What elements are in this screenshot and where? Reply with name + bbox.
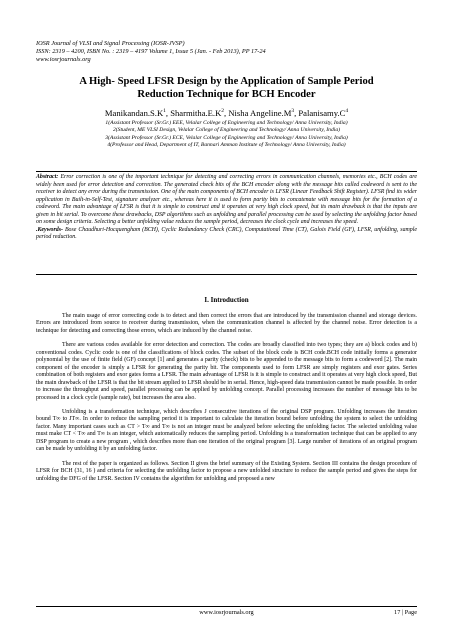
body-text xyxy=(36,313,417,490)
paragraph: Unfolding is a transformation technique, which describes J consecutive iterations of the original DSP program. Unfolding increases the iteration bound T∞ to JT∞. In order to reduce the sampling period it is important to calculate the iteration bound before unfolding the system to select the unfolding factor. Many important cases such as CT > T∞ and T∞ is not an integer must be analyzed before selecting the unfolding factor. The selected unfolding value must make CT < T∞ and T∞ is an integer, which automatically reduces the sampling period. Unfolding is a transformation technique that can be applied to any DSP program to create a new program , which describes more than one iteration of the original program [3]. Large number of iterations of an original program can be made by unfolding it by an unfolding factor. xyxy=(36,408,417,453)
author-separator: , xyxy=(165,107,171,118)
author-name: Palanisamy.C xyxy=(298,107,346,118)
keywords xyxy=(36,227,417,242)
footer-url: www.iosrjournals.org xyxy=(199,609,254,616)
journal-issn: ISSN: 2319 – 4200, ISBN No. : 2319 – 4197 Volume 1, Issue 5 (Jan. - Feb 2013), PP 17-24 xyxy=(36,48,266,55)
journal-header xyxy=(36,40,416,64)
author-name: Manikandan.S.K xyxy=(104,107,164,118)
author-affil-mark: 4 xyxy=(345,108,349,114)
journal-name: IOSR Journal of VLSI and Signal Processing (IOSR-JVSP) xyxy=(36,40,185,47)
author-list xyxy=(36,106,417,119)
author-affil-mark: 3 xyxy=(291,108,295,114)
affiliation: 1(Assistant Professor (Sr.Gr.) EEE, Velalar College of Engineering and Technology/ Anna University, India) xyxy=(105,120,348,126)
affiliation: 3(Assistant Professor (Sr.Gr.) ECE, Velalar College of Engineering and Technology/ Anna University, India) xyxy=(105,134,348,141)
affiliation: 4(Professor and Head, Department of IT, Bannari Amman Institute of Technology/ Anna University, India) xyxy=(107,141,346,148)
journal-url: www.iosrjournals.org xyxy=(36,56,91,63)
title-line-2: Reduction Technique for BCH Encoder xyxy=(137,89,316,100)
abstract-text: Error correction is one of the important technique for detecting and correcting errors in communication channels, memories etc., BCH codes are widely been used for error detection and correction. The generated check bits of the BCH encoder along with the message bits called codeword is sent to the receiver to detect any error during the transmission. One of the main components of BCH encoder is LFSR (Linear Feedback Shift Register). LFSR find its wider application in Built-in-Self-Test, signature analyzer etc., whereas here it is used to form parity bits to concatenate with message bits for the formation of a codeword. The main advantage of LFSR is that it is simple to construct and it operates at very high clock speed, but its main drawback is that the inputs are given in bit serial. To overcome these drawbacks, DSP algorithms such as unfolding and parallel processing can be used by selecting the unfolding factor based on some design criteria. Selecting a better unfolding value reduces the sample period, decreases the clock cycle and increases the speed. xyxy=(36,174,417,226)
page-footer xyxy=(36,606,417,619)
affiliation-list xyxy=(36,120,417,149)
page-number: 17 | Page xyxy=(394,609,417,616)
keywords-text: Bose Chaudhuri-Hocquengham (BCH), Cyclic Redundancy Check (CRC), Computational Time (CT), Galois Field (GF), LFSR, unfolding, sample period reduction. xyxy=(36,226,417,241)
abstract xyxy=(36,174,417,227)
affiliation: 2(Student, ME VLSI Design, Velalar College of Engineering and Technology/ Anna University, India) xyxy=(113,127,340,134)
paragraph: The rest of the paper is organized as follows. Section II gives the brief summary of the Existing System. Section III contains the design procedure of LFSR for BCH (31, 16 ) and criteria for selecting the unfolding factor to propose a new unfolded structure to reduce the sample period and gives the steps for unfolding the DFG of the LFSR. Section IV contains the algorithm for unfolding and proposed a new xyxy=(36,460,417,482)
paragraph: There are various codes available for error detection and correction. The codes are broadly classified into two types; they are a) block codes and b) conventional codes. Cyclic code is one of the classifications of block codes. The subset of the block code is BCH code.BCH code initially forms a generator polynomial by the use of finite field (GF) concept [1] and generates a parity (check) bits to be appended to the message bits to form a codeword [2]. The main component of the encoder is simply a LFSR for generating the parity bit. The components used to form LFSR are simply registers and exor gates. Series combination of both registers and exor gates forms a LFSR. The main advantage of LFSR is it is simple to construct and it operates at very high clock speed, But the main drawback of the LFSR is that the bit stream applied to LFSR should be in serial. Hence, high-speed data transmission cannot be made possible. In order to increase the throughput and speed, parallel processing can be applied by unfolding concept. Parallel processing increases the number of message bits to be processed in a clock cycle (sample rate), but increases the area also. xyxy=(36,342,417,401)
author-affil-mark: 2 xyxy=(221,108,225,114)
keywords-label: .Keywords- xyxy=(36,226,63,233)
author-separator: , xyxy=(224,107,229,118)
author-name: Nisha Angeline.M xyxy=(228,107,292,118)
author-separator: , xyxy=(294,107,299,118)
paper-title xyxy=(36,75,417,101)
section-heading: I. Introduction xyxy=(204,296,249,304)
title-line-1: A High- Speed LFSR Design by the Application of Sample Period xyxy=(79,76,374,87)
abstract-label: Abstract: xyxy=(36,174,59,180)
abstract-box xyxy=(36,171,417,275)
author-affil-mark: 1 xyxy=(163,108,166,114)
author-name: Sharmitha.E.K xyxy=(170,107,222,118)
paragraph: The main usage of error correcting code is to detect and then correct the errors that are introduced by the transmission channel and storage devices. Errors are introduced from source to receiver during transmission, when the communication channel is affected by the channel noise. Error detection is a technique for detecting and correcting those errors, which are induced by the channel noise. xyxy=(36,313,417,334)
